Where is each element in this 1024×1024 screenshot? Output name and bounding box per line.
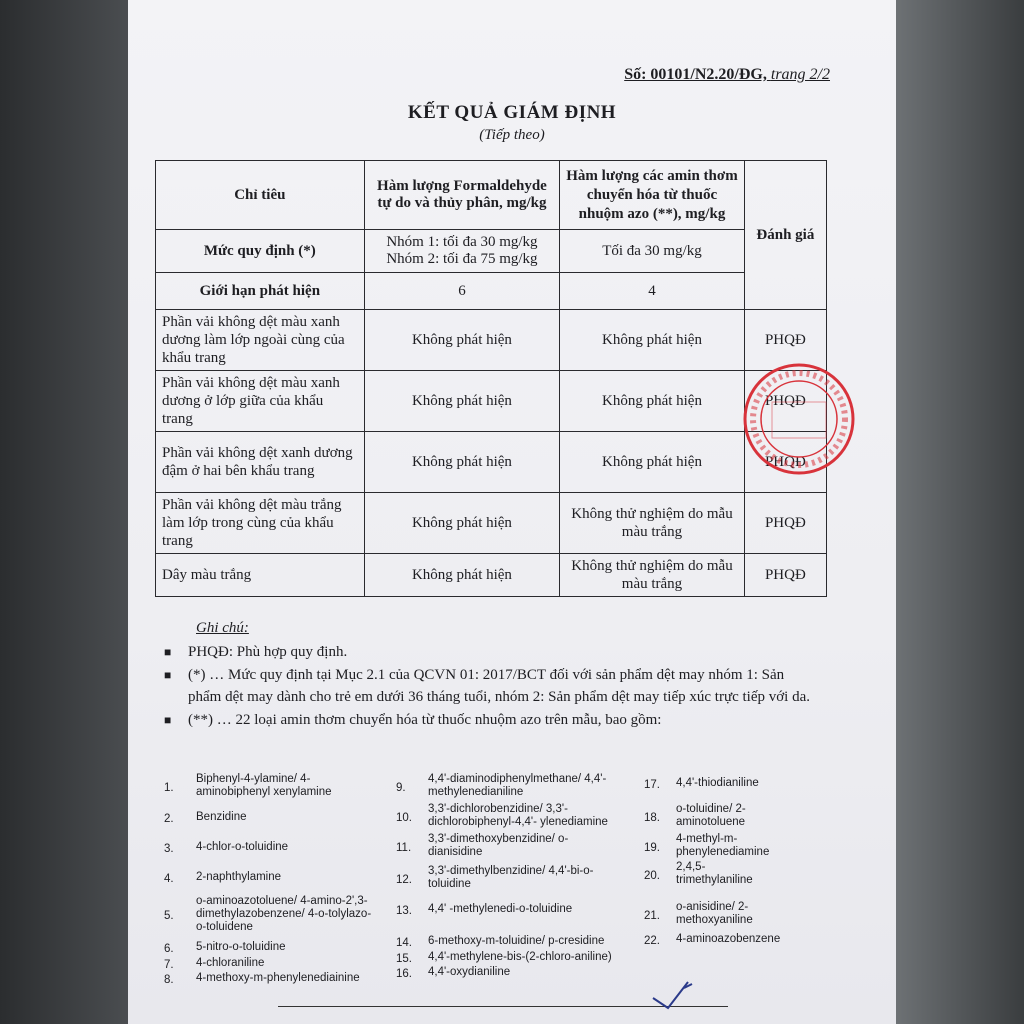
amine-number: 13. [396, 905, 412, 917]
amine-name: 2,4,5- trimethylaniline [676, 861, 753, 886]
row-rating: PHQĐ [744, 310, 826, 371]
header-criteria: Chỉ tiêu [156, 161, 365, 230]
note-text: (**) … 22 loại amin thơm chuyển hóa từ thuốc nhuộm azo trên mẫu, bao gồm: [188, 712, 662, 728]
page-indicator: trang 2/2 [770, 66, 830, 83]
amine-number: 2. [164, 813, 174, 825]
stamp-lettering-band [753, 373, 845, 465]
row-criteria: Dây màu trắng [156, 554, 365, 597]
note-item [160, 641, 820, 663]
amine-name: o-toluidine/ 2- aminotoluene [676, 803, 746, 828]
amine-number: 1. [164, 781, 174, 794]
amine-name: 3,3'-dichlorobenzidine/ 3,3'- dichlorobiphenyl-4,4'- ylenediamine [428, 803, 608, 828]
amine-number: 4. [164, 873, 174, 885]
document-subtitle: (Tiếp theo) [479, 127, 545, 143]
amine-number: 5. [164, 910, 174, 922]
table-header-row [156, 161, 827, 230]
regulation-amine: Tối đa 30 mg/kg [560, 230, 745, 273]
amine-name: o-anisidine/ 2- methoxyaniline [676, 901, 753, 926]
row-formaldehyde: Không phát hiện [364, 371, 560, 432]
row-formaldehyde: Không phát hiện [364, 432, 560, 493]
amine-name: 4,4'-diaminodiphenylmethane/ 4,4'- methylenedianiline [428, 773, 607, 798]
amine-number: 10. [396, 811, 412, 824]
amine-number: 18. [644, 811, 660, 824]
row-amine: Không phát hiện [560, 432, 745, 493]
amine-name: o-aminoazotoluene/ 4-amino-2',3- dimethylazobenzene/ 4-o-tolylazo- o-toluidene [196, 895, 372, 933]
signature-stroke [653, 982, 692, 1008]
table-row [156, 493, 827, 554]
row-amine: Không phát hiện [560, 371, 745, 432]
amine-number: 11. [396, 841, 412, 854]
table-row [156, 432, 827, 493]
amine-name: 4-chlor-o-toluidine [196, 841, 289, 853]
detection-limit-formaldehyde: 6 [364, 273, 560, 310]
detection-limit-row [156, 273, 827, 310]
amine-name: 3,3'-dimethoxybenzidine/ o- dianisidine [428, 833, 569, 858]
row-amine: Không phát hiện [560, 310, 745, 371]
row-rating: PHQĐ [744, 432, 826, 493]
note-text: (*) … Mức quy định tại Mục 2.1 của QCVN 01: 2017/BCT đối với sản phẩm dệt may nhóm 1: Sản phẩm dệt may dành cho trẻ em dưới 36 tháng tuổi, nhóm 2: Sản phẩm dệt may tiếp xúc trực tiếp với da. [188, 667, 810, 705]
regulation-group-1: Nhóm 1: tối đa 30 mg/kg [386, 234, 538, 250]
amine-name: 5-nitro-o-toluidine [196, 941, 286, 953]
header-rating: Đánh giá [744, 161, 826, 310]
regulation-row [156, 230, 827, 273]
amine-number: 7. [164, 959, 174, 971]
amine-number: 8. [164, 974, 174, 986]
amine-name: 4-chloraniline [196, 957, 265, 969]
regulation-formaldehyde [364, 230, 560, 273]
amine-number: 22. [644, 935, 660, 947]
detection-limit-label: Giới hạn phát hiện [156, 273, 365, 310]
amine-number: 19. [644, 841, 660, 854]
amine-name: 4-methyl-m- phenylenediamine [676, 833, 770, 858]
document-title: KẾT QUẢ GIÁM ĐỊNH [407, 102, 617, 123]
amine-name: 2-naphthylamine [196, 871, 282, 883]
row-formaldehyde: Không phát hiện [364, 493, 560, 554]
table-row [156, 554, 827, 597]
row-criteria: Phần vải không dệt màu xanh dương ở lớp giữa của khẩu trang [156, 371, 365, 432]
bullet-icon: ■ [164, 713, 172, 727]
amine-name: Biphenyl-4-ylamine/ 4- aminobiphenyl xenylamine [196, 773, 332, 798]
notes-section [160, 620, 820, 732]
regulation-group-2: Nhóm 2: tối đa 75 mg/kg [386, 251, 538, 267]
row-amine: Không thử nghiệm do mẫu màu trắng [560, 493, 745, 554]
amine-number: 3. [164, 843, 174, 855]
amine-name: 4-methoxy-m-phenylenediainine [196, 972, 360, 984]
amine-name: Benzidine [196, 811, 247, 823]
header-amine: Hàm lượng các amin thơm chuyển hóa từ thuốc nhuộm azo (**), mg/kg [560, 161, 745, 230]
row-rating: PHQĐ [744, 493, 826, 554]
amine-number: 14. [396, 937, 412, 949]
amine-number: 9. [396, 781, 406, 794]
regulation-label: Mức quy định (*) [156, 230, 365, 273]
row-criteria: Phần vải không dệt xanh dương đậm ở hai bên khẩu trang [156, 432, 365, 493]
note-item [160, 664, 820, 708]
amine-number: 21. [644, 909, 660, 922]
results-table [155, 160, 827, 597]
row-criteria: Phần vải không dệt màu xanh dương làm lớp ngoài cùng của khẩu trang [156, 310, 365, 371]
amine-number: 17. [644, 779, 660, 791]
amine-name: 4,4'-oxydianiline [428, 966, 511, 978]
signature-mark-icon [648, 980, 738, 1010]
header-formaldehyde: Hàm lượng Formaldehyde tự do và thủy phân, mg/kg [364, 161, 560, 230]
stamp-center-mark [772, 402, 826, 438]
row-formaldehyde: Không phát hiện [364, 310, 560, 371]
background-left [0, 0, 128, 1024]
bullet-icon: ■ [164, 645, 172, 659]
row-amine: Không thử nghiệm do mẫu màu trắng [560, 554, 745, 597]
amine-number: 20. [644, 869, 660, 882]
row-rating: PHQĐ [744, 554, 826, 597]
amine-name: 4,4'-methylene-bis-(2-chloro-aniline) [428, 951, 612, 963]
table-row [156, 371, 827, 432]
amine-name: 4,4'-thiodianiline [676, 777, 759, 789]
amine-number: 16. [396, 968, 412, 980]
amine-number: 12. [396, 873, 412, 886]
row-criteria: Phần vải không dệt màu trắng làm lớp trong cùng của khẩu trang [156, 493, 365, 554]
amine-name: 3,3'-dimethylbenzidine/ 4,4'-bi-o- toluidine [428, 865, 594, 890]
notes-heading: Ghi chú: [196, 620, 249, 636]
note-text: PHQĐ: Phù hợp quy định. [188, 644, 348, 660]
document-number [624, 66, 830, 84]
amine-name: 4-aminoazobenzene [676, 933, 781, 945]
bullet-icon: ■ [164, 668, 172, 682]
background-right [894, 0, 1024, 1024]
table-row [156, 310, 827, 371]
row-formaldehyde: Không phát hiện [364, 554, 560, 597]
note-item [160, 709, 820, 731]
amine-name: 6-methoxy-m-toluidine/ p-cresidine [428, 935, 605, 947]
document-number-text: Số: 00101/N2.20/ĐG, [624, 66, 767, 83]
amine-name: 4,4' -methylenedi-o-toluidine [428, 903, 573, 915]
row-rating: PHQĐ [744, 371, 826, 432]
amine-number: 6. [164, 943, 174, 955]
detection-limit-amine: 4 [560, 273, 745, 310]
seal-stamp-icon [740, 360, 858, 478]
amine-number: 15. [396, 953, 412, 965]
document-page [128, 0, 896, 1024]
